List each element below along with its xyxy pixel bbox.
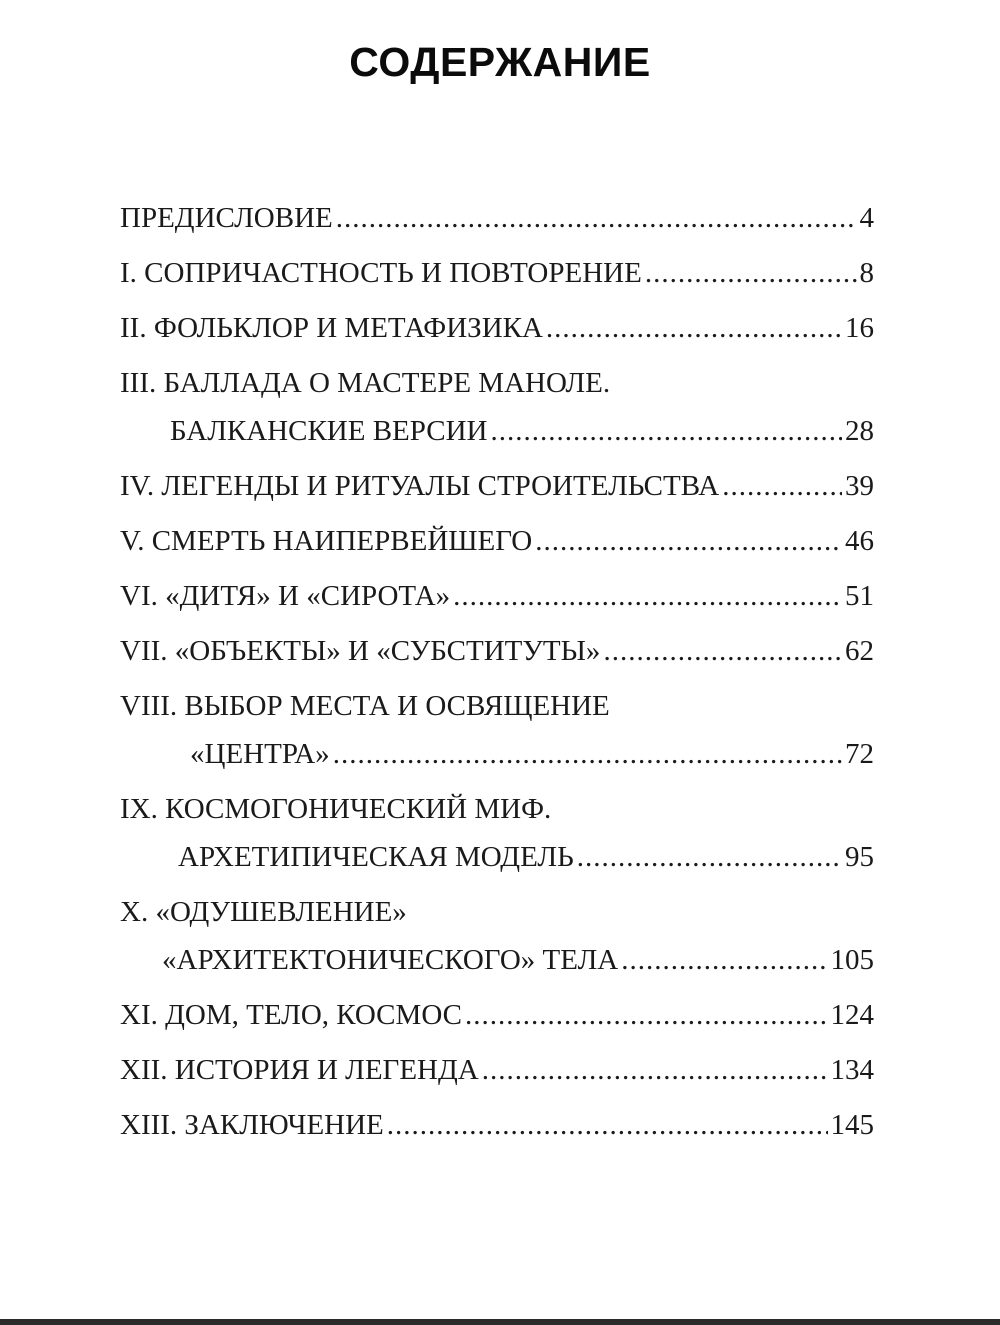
toc-entry-title: II. ФОЛЬКЛОР И МЕТАФИЗИКА <box>120 312 543 344</box>
toc-dot-leader <box>482 1046 828 1094</box>
toc-line <box>120 936 874 984</box>
toc-page-number: 16 <box>845 312 874 344</box>
toc-line <box>120 572 874 620</box>
toc-entry-chapter-2 <box>120 304 874 352</box>
toc-dot-leader <box>490 407 842 455</box>
toc-entry-title-first-line: III. БАЛЛАДА О МАСТЕРЕ МАНОЛЕ. <box>120 367 611 399</box>
toc-dot-leader <box>465 991 828 1039</box>
toc-page-number: 72 <box>845 738 874 770</box>
toc-entry-title: АРХЕТИПИЧЕСКАЯ МОДЕЛЬ <box>178 841 574 873</box>
toc-line <box>120 627 874 675</box>
toc-entry-chapter-12 <box>120 1046 874 1094</box>
table-of-contents <box>120 194 874 1156</box>
page-title: СОДЕРЖАНИЕ <box>349 39 651 86</box>
toc-entry-chapter-11 <box>120 991 874 1039</box>
toc-entry-chapter-4 <box>120 462 874 510</box>
toc-dot-leader <box>722 462 842 510</box>
toc-entry-chapter-9 <box>120 785 874 881</box>
toc-line <box>120 517 874 565</box>
toc-entry-title: XIII. ЗАКЛЮЧЕНИЕ <box>120 1109 384 1141</box>
toc-dot-leader <box>603 627 842 675</box>
toc-page-number: 51 <box>845 580 874 612</box>
toc-entry-chapter-10 <box>120 888 874 984</box>
toc-page-number: 39 <box>845 470 874 502</box>
toc-page-number: 145 <box>830 1109 874 1141</box>
toc-entry-title: XII. ИСТОРИЯ И ЛЕГЕНДА <box>120 1054 479 1086</box>
toc-page-number: 134 <box>830 1054 874 1086</box>
toc-entry-title-first-line: X. «ОДУШЕВЛЕНИЕ» <box>120 896 407 928</box>
toc-line <box>120 1101 874 1149</box>
toc-entry-conclusion <box>120 1101 874 1149</box>
toc-entry-title-first-line: VIII. ВЫБОР МЕСТА И ОСВЯЩЕНИЕ <box>120 690 610 722</box>
toc-line <box>120 1046 874 1094</box>
toc-dot-leader <box>546 304 842 352</box>
toc-line <box>120 991 874 1039</box>
toc-line <box>120 730 874 778</box>
toc-entry-chapter-5 <box>120 517 874 565</box>
toc-line <box>120 462 874 510</box>
toc-entry-chapter-8 <box>120 682 874 778</box>
toc-entry-title: БАЛКАНСКИЕ ВЕРСИИ <box>170 415 488 447</box>
toc-line <box>120 194 874 242</box>
toc-page-number: 62 <box>845 635 874 667</box>
toc-entry-title: XI. ДОМ, ТЕЛО, КОСМОС <box>120 999 462 1031</box>
toc-entry-preface <box>120 194 874 242</box>
toc-page-number: 4 <box>859 202 874 234</box>
toc-dot-leader <box>535 517 842 565</box>
toc-page-number: 8 <box>859 257 874 289</box>
toc-dot-leader <box>336 194 857 242</box>
toc-page-number: 28 <box>845 415 874 447</box>
toc-dot-leader <box>621 936 827 984</box>
toc-line <box>120 249 874 297</box>
toc-entry-title: ПРЕДИСЛОВИЕ <box>120 202 333 234</box>
toc-line <box>120 407 874 455</box>
toc-dot-leader <box>453 572 842 620</box>
toc-dot-leader <box>645 249 857 297</box>
toc-line <box>120 304 874 352</box>
toc-entry-title: VI. «ДИТЯ» И «СИРОТА» <box>120 580 451 612</box>
toc-entry-chapter-6 <box>120 572 874 620</box>
toc-line <box>120 833 874 881</box>
toc-entry-chapter-7 <box>120 627 874 675</box>
toc-entry-title: V. СМЕРТЬ НАИПЕРВЕЙШЕГО <box>120 525 533 557</box>
toc-page-number: 105 <box>830 944 874 976</box>
toc-page-number: 124 <box>830 999 874 1031</box>
toc-entry-title: «ЦЕНТРА» <box>190 738 330 770</box>
toc-dot-leader <box>333 730 842 778</box>
toc-entry-chapter-3 <box>120 359 874 455</box>
toc-entry-chapter-1 <box>120 249 874 297</box>
page-bottom-edge <box>0 1319 1000 1325</box>
toc-entry-title: IV. ЛЕГЕНДЫ И РИТУАЛЫ СТРОИТЕЛЬСТВА <box>120 470 720 502</box>
toc-entry-title: I. СОПРИЧАСТНОСТЬ И ПОВТОРЕНИЕ <box>120 257 642 289</box>
toc-page-number: 95 <box>845 841 874 873</box>
toc-entry-title-first-line: IX. КОСМОГОНИЧЕСКИЙ МИФ. <box>120 793 552 825</box>
toc-page-number: 46 <box>845 525 874 557</box>
toc-dot-leader <box>577 833 842 881</box>
toc-entry-title: VII. «ОБЪЕКТЫ» И «СУБСТИТУТЫ» <box>120 635 601 667</box>
toc-entry-title: «АРХИТЕКТОНИЧЕСКОГО» ТЕЛА <box>162 944 619 976</box>
toc-dot-leader <box>387 1101 828 1149</box>
